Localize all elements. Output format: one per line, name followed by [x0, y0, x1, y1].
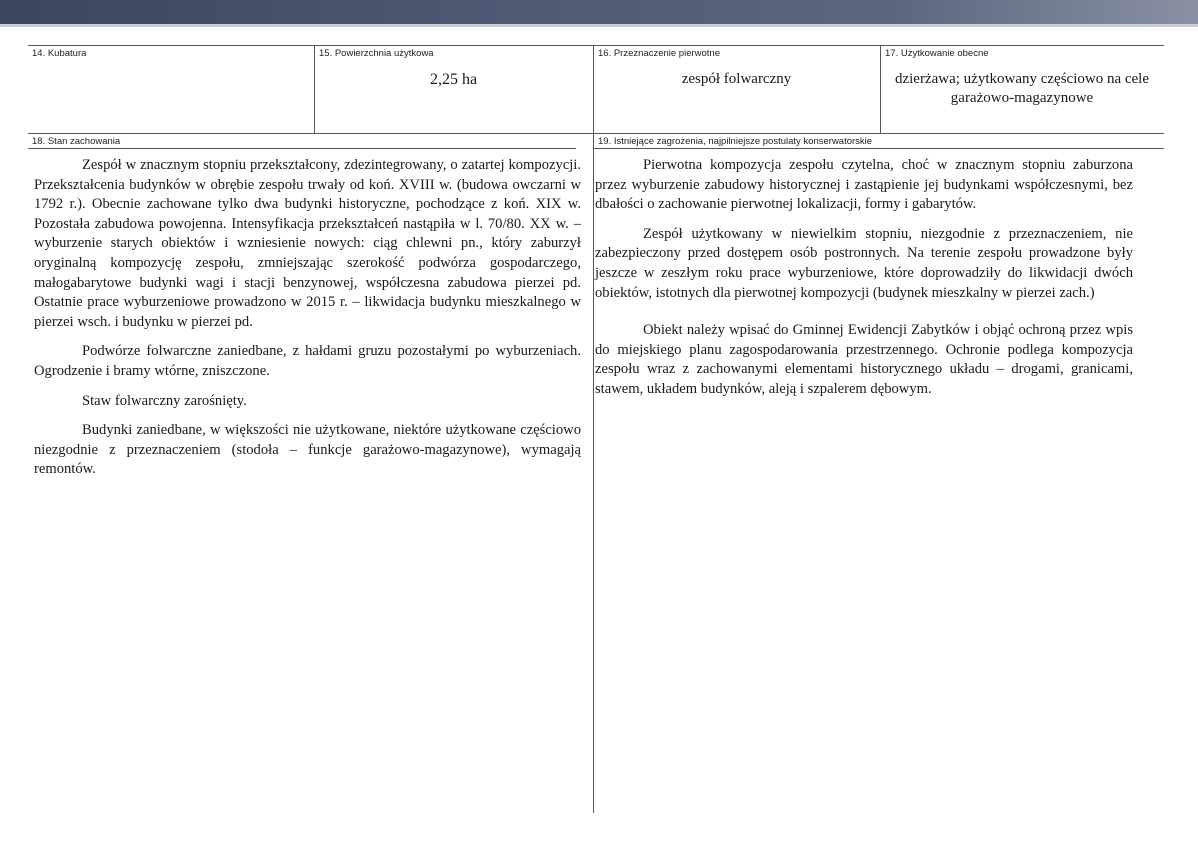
stan-paragraph: Budynki zaniedbane, w większości nie użytkowane, niektóre użytkowane częściowo niezgodnie z przeznaczeniem (stodoła – funkcje garażowo-magazynowe), wymagają remontów.: [34, 422, 581, 478]
stan-paragraph: Zespół w znacznym stopniu przekształcony, zdezintegrowany, o zatartej kompozycji. Przekształcenia budynków w obrębie zespołu trwały od koń. XVIII w. (budowa owczarni w 1792 r.). Obecnie zachowane tylko dwa budynki historyczne, pochodzące z koń. XIX w. Pozostała zabudowa powojenna. Intensyfikacja przekształceń nastąpiła w l. 70/80. XX w. – wyburzenie starych obiektów i wzniesienie nowych: ciąg chlewni pn., który zaburzył oryginalną kompozycję zespołu, zmniejszając szerokość podwórza gospodarczego, małogabarytowe budynki wagi i stacji benzynowej, współczesna zabudowa pierzei pd. Ostatnie prace wyburzeniowe prowadzono w 2015 r. – likwidacja budynku mieszkalnego w pierzei wsch. i budynku w pierzei pd.: [34, 157, 581, 330]
stan-text: [34, 156, 581, 490]
powierzchnia-label: 15. Powierzchnia użytkowa: [319, 48, 434, 59]
uzytkowanie-label: 17. Użytkowanie obecne: [885, 48, 989, 59]
header-top-rule: [28, 45, 1164, 46]
record-sheet: [28, 45, 1164, 813]
stan-paragraph: Podwórze folwarczne zaniedbane, z hałdami gruzu pozostałymi po wyburzeniach. Ogrodzenie i bramy wtórne, zniszczone.: [34, 343, 581, 379]
header-divider-1: [314, 45, 315, 133]
header-divider-2: [593, 45, 594, 133]
zagrozenia-paragraph: Obiekt należy wpisać do Gminnej Ewidencji Zabytków i objąć ochroną przez wpis do miejskiego planu zagospodarowania przestrzennego. Ochronie podlega kompozycja zespołu wraz z zachowanymi elementami historycznego układu – drogami, granicami, stawem, układem budynków, aleją i szpalerem dębowym.: [595, 322, 1133, 397]
section-divider: [593, 133, 594, 813]
przeznaczenie-label: 16. Przeznaczenie pierwotne: [598, 48, 720, 59]
scan-header-band: [0, 0, 1198, 24]
header-bottom-rule: [28, 133, 1164, 134]
kubatura-label: 14. Kubatura: [32, 48, 87, 59]
zagrozenia-paragraph: Pierwotna kompozycja zespołu czytelna, choć w znacznym stopniu zaburzona przez wyburzenie zabudowy historycznej i zastąpienie jej budynkami współczesnymi, bez dbałości o zachowanie pierwotnej lokalizacji, formy i gabarytów.: [595, 157, 1133, 213]
przeznaczenie-value: zespół folwarczny: [681, 71, 792, 87]
header-divider-3: [880, 45, 881, 133]
scan-header-edge: [0, 24, 1198, 27]
powierzchnia-value: 2,25 ha: [429, 71, 478, 88]
uzytkowanie-value: dzierżawa; użytkowany częściowo na cele garażowo-magazynowe: [894, 71, 1150, 106]
stan-heading-rule: [28, 148, 576, 149]
stan-label: 18. Stan zachowania: [32, 136, 121, 147]
zagrozenia-text: [595, 156, 1133, 410]
zagrozenia-paragraph: Zespół użytkowany w niewielkim stopniu, niezgodnie z przeznaczeniem, nie zabezpieczony przed dostępem osób postronnych. Na terenie zespołu prowadzone były jeszcze w zeszłym roku prace wyburzeniowe, które doprowadziły do likwidacji dwóch obiektów, istotnych dla pierwotnej kompozycji (budynek mieszkalny w pierzei zach.): [595, 225, 1133, 301]
zagrozenia-label: 19. Istniejące zagrożenia, najpilniejsze postulaty konserwatorskie: [598, 136, 873, 147]
zagrozenia-heading-rule: [593, 148, 1164, 149]
stan-paragraph: Staw folwarczny zarośnięty.: [82, 392, 247, 409]
